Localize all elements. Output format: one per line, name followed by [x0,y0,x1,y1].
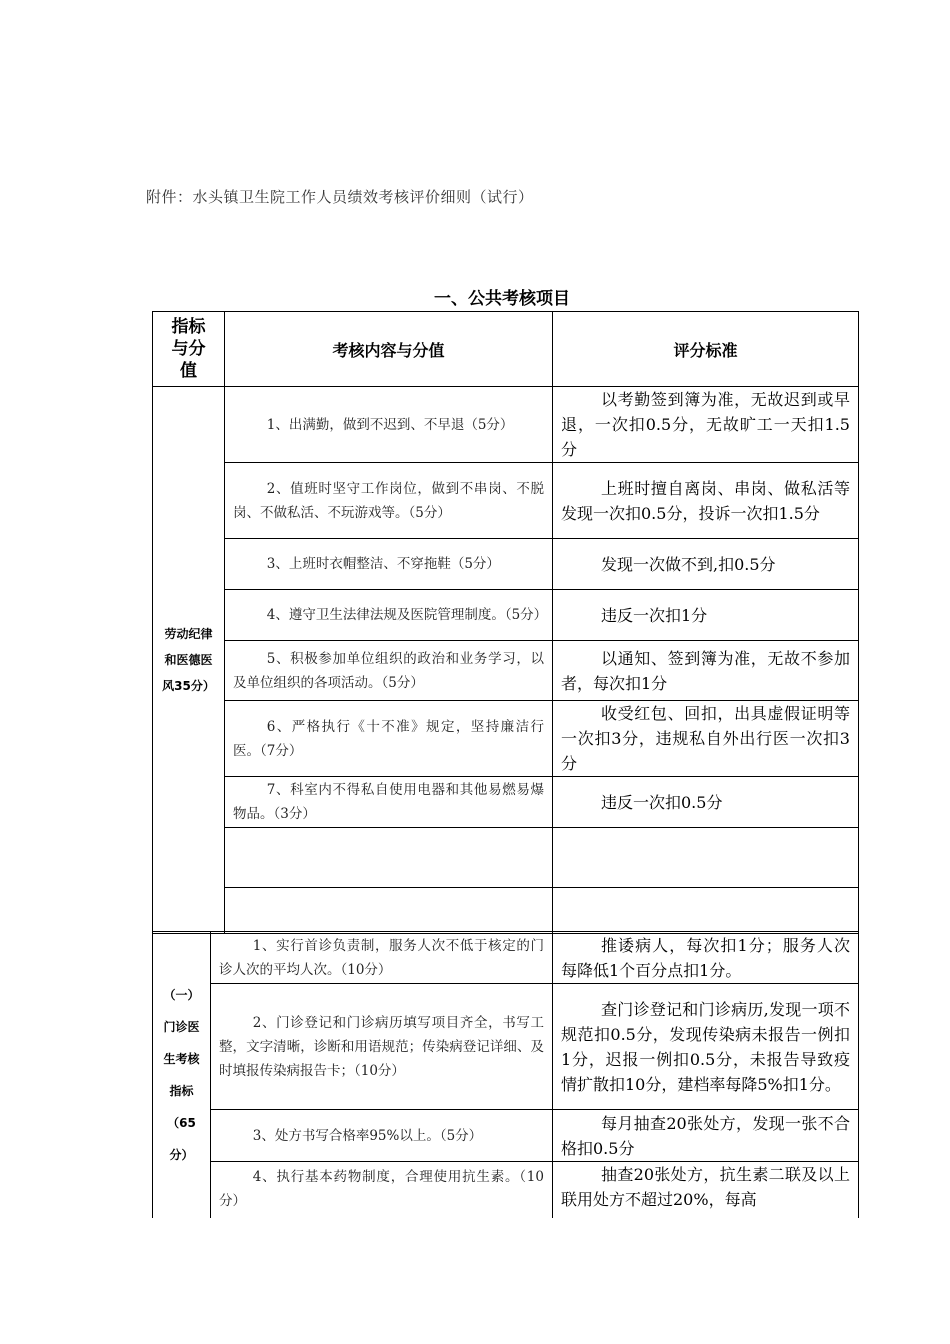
content-cell: 1、实行首诊负责制，服务人次不低于核定的门诊人次的平均人次。（10分） [211,932,553,984]
table-row [153,539,859,590]
content-cell [225,888,553,934]
table-row [153,463,859,539]
table-row [153,777,859,828]
table-row [153,387,859,463]
header-criteria: 评分标准 [553,312,859,387]
criteria-cell [553,828,859,888]
category-cell: （一）门诊医生考核指标（65分） [153,932,211,1218]
section-title: 一、公共考核项目 [434,289,570,309]
content-cell [225,828,553,888]
content-cell: 7、科室内不得私自使用电器和其他易燃易爆物品。（3分） [225,777,553,828]
criteria-cell: 抽查20张处方，抗生素二联及以上联用处方不超过20%，每高 [553,1162,859,1218]
content-cell: 6、严格执行《十不准》规定，坚持廉洁行医。（7分） [225,701,553,777]
criteria-cell: 违反一次扣1分 [553,590,859,641]
public-assessment-table [152,311,859,934]
content-cell: 4、遵守卫生法律法规及医院管理制度。（5分） [225,590,553,641]
table-row [153,984,859,1110]
header-indicator: 指标与分值 [153,312,225,387]
category-cell: 劳动纪律和医德医风35分） [153,387,225,934]
table-row [153,590,859,641]
criteria-cell: 推诿病人，每次扣1分；服务人次每降低1个百分点扣1分。 [553,932,859,984]
content-cell: 5、积极参加单位组织的政治和业务学习，以及单位组织的各项活动。（5分） [225,641,553,701]
table-row [153,828,859,888]
criteria-cell: 上班时擅自离岗、串岗、做私活等发现一次扣0.5分，投诉一次扣1.5分 [553,463,859,539]
criteria-cell: 查门诊登记和门诊病历,发现一项不规范扣0.5分，发现传染病未报告一例扣1分，迟报一例扣0.5分，未报告导致疫情扩散扣10分，建档率每降5%扣1分。 [553,984,859,1110]
criteria-cell: 以通知、签到簿为准，无故不参加者，每次扣1分 [553,641,859,701]
table-row [153,932,859,984]
table-row [153,1162,859,1218]
content-cell: 2、门诊登记和门诊病历填写项目齐全，书写工整，文字清晰，诊断和用语规范；传染病登记详细、及时填报传染病报告卡；（10分） [211,984,553,1110]
table-row [153,888,859,934]
criteria-cell [553,888,859,934]
content-cell: 1、出满勤，做到不迟到、不早退（5分） [225,387,553,463]
content-cell: 3、处方书写合格率95%以上。（5分） [211,1110,553,1162]
table-row [153,701,859,777]
criteria-cell: 每月抽查20张处方，发现一张不合格扣0.5分 [553,1110,859,1162]
criteria-cell: 以考勤签到簿为准，无故迟到或早退，一次扣0.5分，无故旷工一天扣1.5分 [553,387,859,463]
attachment-title: 附件：水头镇卫生院工作人员绩效考核评价细则（试行） [146,188,534,206]
outpatient-assessment-table [152,931,859,1218]
criteria-cell: 收受红包、回扣，出具虚假证明等一次扣3分，违规私自外出行医一次扣3分 [553,701,859,777]
criteria-cell: 发现一次做不到,扣0.5分 [553,539,859,590]
table-row [153,1110,859,1162]
content-cell: 2、值班时坚守工作岗位，做到不串岗、不脱岗、不做私活、不玩游戏等。（5分） [225,463,553,539]
criteria-cell: 违反一次扣0.5分 [553,777,859,828]
header-content: 考核内容与分值 [225,312,553,387]
content-cell: 4、执行基本药物制度，合理使用抗生素。（10分） [211,1162,553,1218]
table-header-row [153,312,859,387]
table-row [153,641,859,701]
content-cell: 3、上班时衣帽整洁、不穿拖鞋（5分） [225,539,553,590]
